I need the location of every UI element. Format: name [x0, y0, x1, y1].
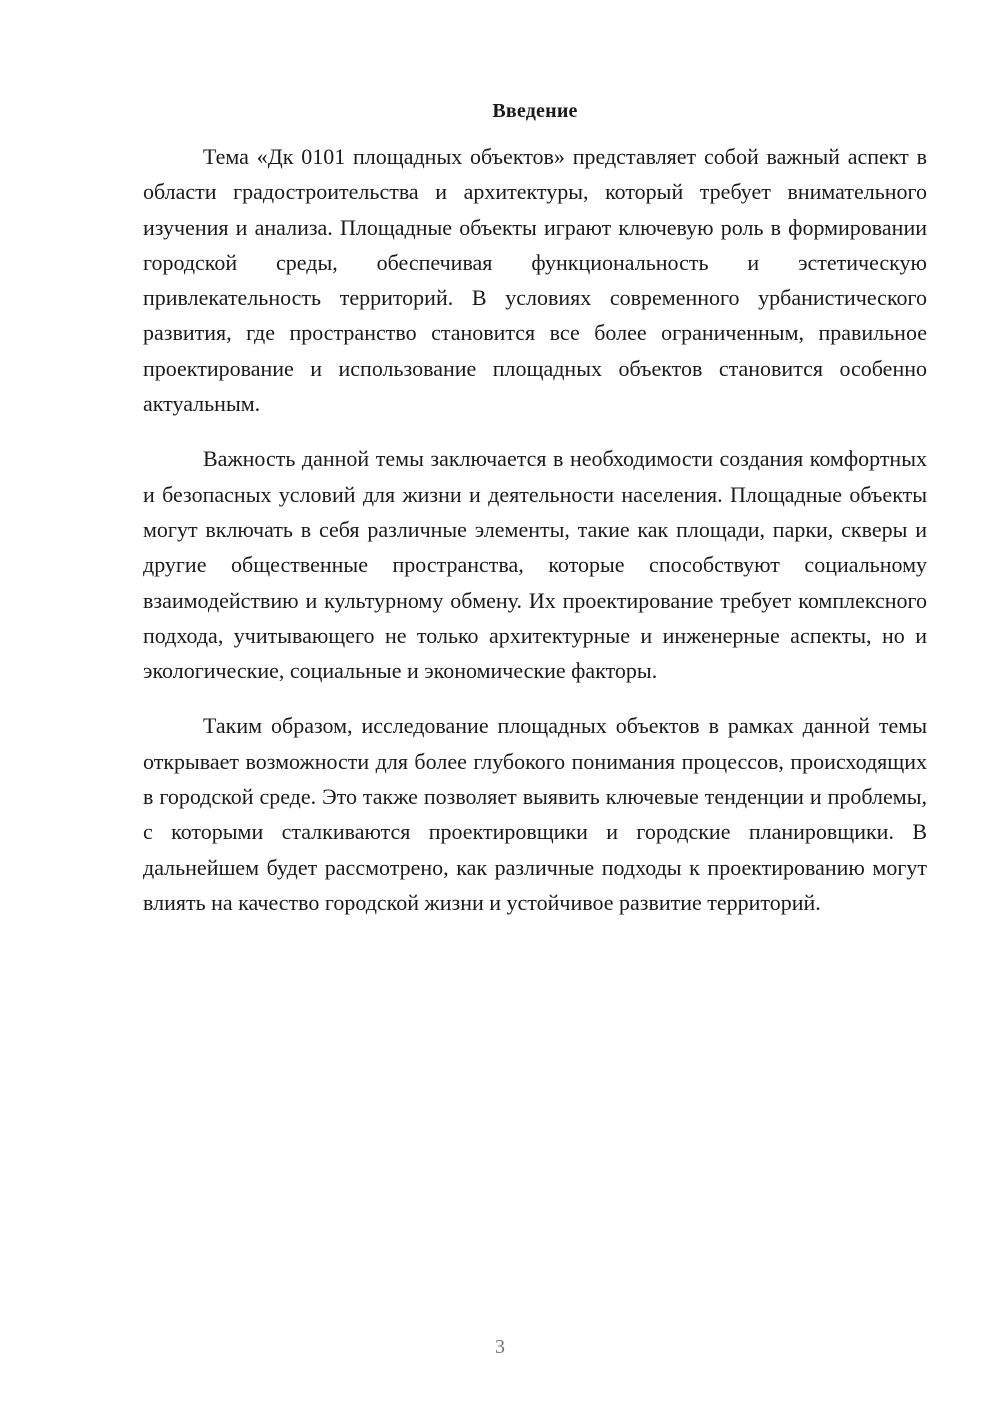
paragraph: Таким образом, исследование площадных объектов в рамках данной темы открывает возможности для более глубокого понимания процессов, происходящих в городской среде. Это также позволяет выявить ключевые тенденции и проблемы, с которыми сталкиваются проектировщики и городские планировщики. В дальнейшем будет рассмотрено, как различные подходы к проектированию могут влиять на качество городской жизни и устойчивое развитие территорий.: [143, 713, 927, 915]
paragraph: Важность данной темы заключается в необходимости создания комфортных и безопасных условий для жизни и деятельности населения. Площадные объекты могут включать в себя различные элементы, такие как площади, парки, скверы и другие общественные пространства, которые способствуют социальному взаимодействию и культурному обмену. Их проектирование требует комплексного подхода, учитывающего не только архитектурные и инженерные аспекты, но и экологические, социальные и экономические факторы.: [143, 446, 927, 684]
paragraph: Тема «Дк 0101 площадных объектов» представляет собой важный аспект в области градостроительства и архитектуры, который требует внимательного изучения и анализа. Площадные объекты играют ключевую роль в формировании городской среды, обеспечивая функциональность и эстетическую привлекательность территорий. В условиях современного урбанистического развития, где пространство становится все более ограниченным, правильное проектирование и использование площадных объектов становится особенно актуальным.: [143, 144, 927, 417]
page-number: 3: [495, 1336, 505, 1358]
section-title: Введение: [492, 100, 578, 122]
page-content: [143, 95, 927, 940]
